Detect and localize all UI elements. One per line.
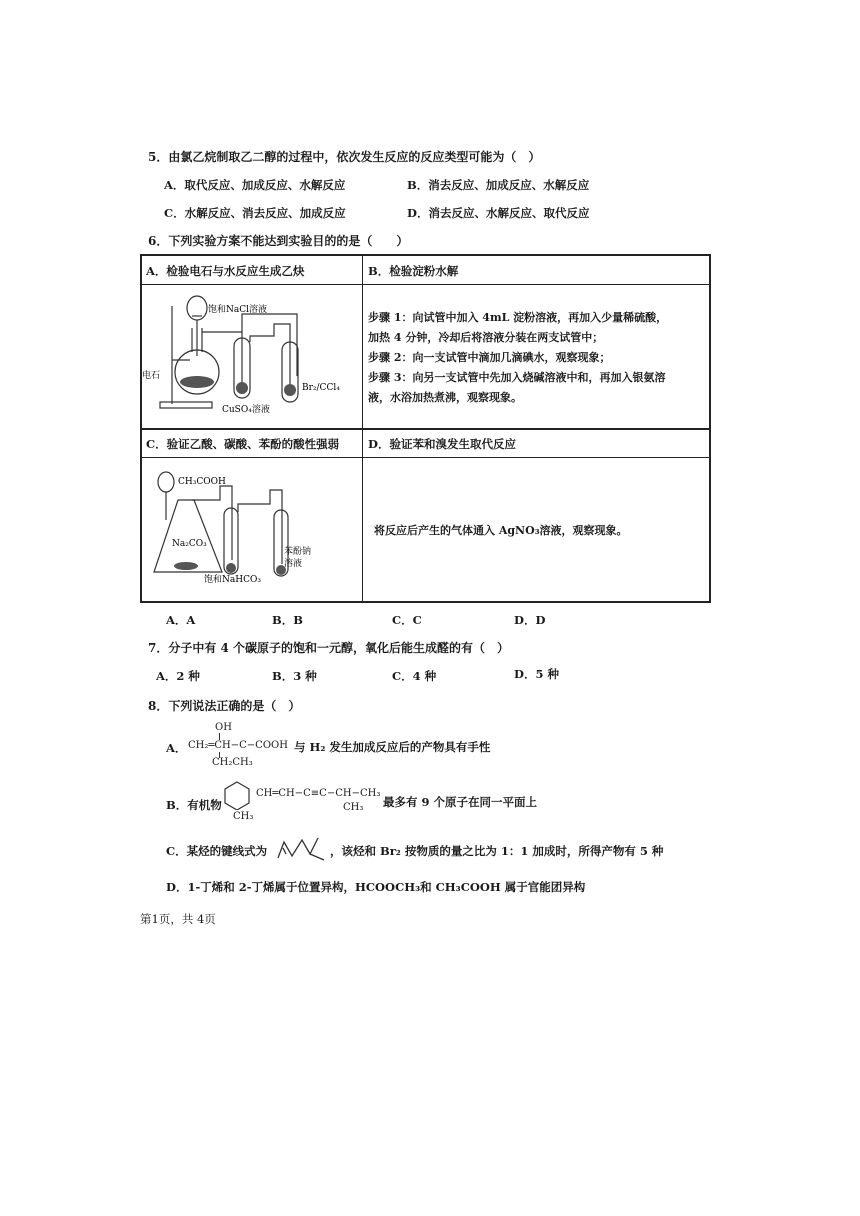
q8-c-suffix: ，该烃和 Br₂ 按物质的量之比为 1：1 加成时，所得产物有 5 种 — [330, 844, 664, 858]
q8-b-ch3-chain: CH₃ — [343, 802, 364, 813]
q6-b-step-line: 步骤 3：向另一支试管中先加入烧碱溶液中和，再加入银氨溶 — [368, 371, 666, 384]
q6-b-step-line: 步骤 1：向试管中加入 4mL 淀粉溶液，再加入少量稀硫酸， — [368, 311, 668, 324]
q6-b-step-line: 步骤 2：向一支试管中滴加几滴碘水，观察现象； — [368, 351, 611, 364]
apparatus-c-label-top: CH₃COOH — [178, 477, 226, 487]
skeletal-formula-icon — [276, 832, 328, 864]
q8-a-formula-main: CH₂═CH−C−COOH — [188, 740, 288, 751]
q7-option-c: C．4 种 — [392, 669, 437, 683]
q6-answer-b: B．B — [272, 613, 303, 627]
apparatus-c-label-right1: 苯酚钠 — [284, 547, 312, 557]
q5-option-c: C．水解反应、消去反应、加成反应 — [164, 206, 346, 220]
apparatus-a-label-right: Br₂/CCl₄ — [302, 383, 340, 393]
q7-option-b: B．3 种 — [272, 669, 317, 683]
apparatus-c-figure — [142, 460, 360, 600]
q8-stem: 8．下列说法正确的是（ ） — [148, 699, 301, 713]
q8-c-prefix: C．某烃的键线式为 — [166, 844, 268, 858]
q8-b-ch3-ring: CH₃ — [233, 811, 254, 822]
q6-a-title: A．检验电石与水反应生成乙炔 — [146, 264, 305, 278]
q6-d-title: D．验证苯和溴发生取代反应 — [368, 437, 516, 451]
q7-option-d: D．5 种 — [514, 667, 559, 681]
q6-d-text: 将反应后产生的气体通入 AgNO₃溶液，观察现象。 — [374, 524, 628, 537]
q8-b-chain: CH═CH−C≡C−CH−CH₃ — [256, 788, 381, 799]
q6-answer-a: A．A — [166, 613, 196, 627]
q8-a-prefix: A． — [166, 741, 187, 755]
q8-a-formula-sub: CH₂CH₃ — [212, 757, 253, 768]
apparatus-a-label-left: 电石 — [142, 371, 161, 381]
q5-option-d: D．消去反应、水解反应、取代反应 — [407, 206, 590, 220]
q8-b-prefix: B．有机物 — [166, 798, 222, 812]
q8-b-suffix: 最多有 9 个原子在同一平面上 — [383, 795, 538, 809]
q7-option-a: A．2 种 — [156, 669, 200, 683]
q6-b-step-line: 加热 4 分钟，冷却后将溶液分装在两支试管中； — [368, 331, 604, 344]
q8-d-text: D．1-丁烯和 2-丁烯属于位置异构，HCOOCH₃和 CH₃COOH 属于官能团异构 — [166, 880, 586, 894]
q6-stem: 6．下列实验方案不能达到实验目的的是（ ） — [148, 234, 409, 248]
apparatus-a-figure — [142, 286, 360, 426]
q7-stem: 7．分子中有 4 个碳原子的饱和一元醇，氧化后能生成醛的有（ ） — [148, 641, 510, 655]
q5-option-a: A．取代反应、加成反应、水解反应 — [164, 178, 346, 192]
apparatus-a-label-mid: CuSO₄溶液 — [222, 405, 270, 415]
q6-c-title: C．验证乙酸、碳酸、苯酚的酸性强弱 — [146, 437, 340, 451]
q6-b-step-line: 液，水浴加热煮沸，观察现象。 — [368, 391, 522, 404]
apparatus-c-label-right2: 溶液 — [284, 559, 303, 569]
q6-b-steps — [368, 308, 667, 408]
benzene-ring-icon — [222, 780, 252, 810]
q5-stem: 5．由氯乙烷制取乙二醇的过程中，依次发生反应的反应类型可能为（ ） — [148, 150, 541, 164]
apparatus-a-label-top: 饱和NaCl溶液 — [208, 305, 268, 315]
q6-b-title: B．检验淀粉水解 — [368, 264, 459, 278]
q8-a-formula-oh: OH — [215, 722, 232, 733]
q6-answer-c: C．C — [392, 613, 422, 627]
q6-answer-d: D．D — [514, 613, 546, 627]
q5-option-b: B．消去反应、加成反应、水解反应 — [407, 178, 590, 192]
q8-a-suffix: 与 H₂ 发生加成反应后的产物具有手性 — [294, 740, 491, 754]
apparatus-c-label-mid: 饱和NaHCO₃ — [204, 575, 261, 585]
page-footer: 第1页，共 4页 — [140, 912, 216, 926]
apparatus-c-label-left: Na₂CO₃ — [172, 539, 207, 549]
